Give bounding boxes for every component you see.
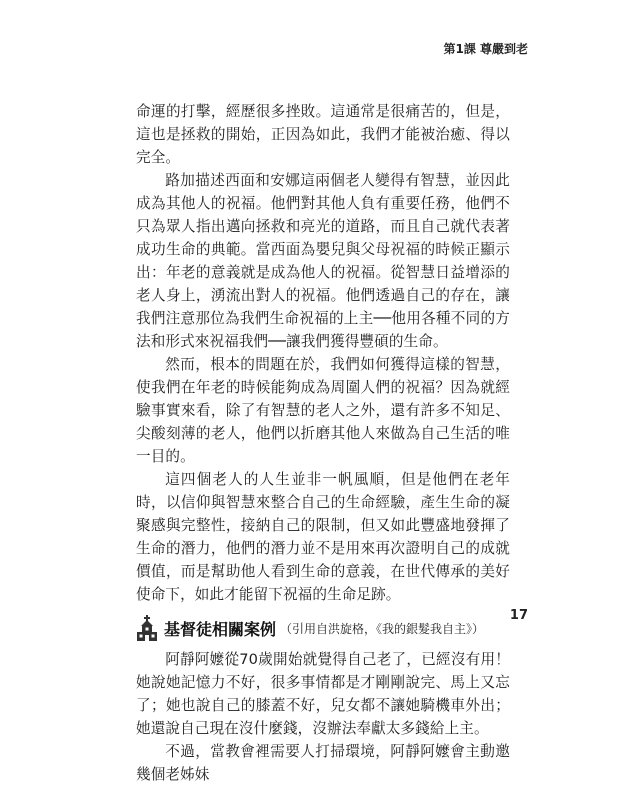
paragraph-1: 命運的打擊，經歷很多挫敗。這通常是很痛苦的，但是，這也是拯救的開始，正因為如此，我們才能被治癒、得以完全。	[136, 103, 510, 166]
paragraph-3: 然而，根本的問題在於，我們如何獲得這樣的智慧，使我們在年老的時候能夠成為周圍人們的祝福？因為就經驗事實來看，除了有智慧的老人之外，還有許多不知足、尖酸刻薄的老人，他們以折磨其他人來做為自己生活的唯一目的。	[136, 356, 510, 465]
page-number: 17	[509, 608, 528, 623]
section-heading	[136, 614, 510, 642]
paragraph-4: 這四個老人的人生並非一帆風順，但是他們在老年時，以信仰與智慧來整合自己的生命經驗，產生生命的凝聚感與完整性，接納自己的限制，但又如此豐盛地發揮了生命的潛力，他們的潛力並不是用來再次證明自己的成就價值，而是幫助他人看到生命的意義，在世代傳承的美好使命下，如此才能留下祝福的生命足跡。	[136, 471, 510, 603]
body-text	[136, 100, 510, 786]
section-citation: （引用自洪旋格，《我的銀髮我自主》）	[280, 621, 485, 636]
paragraph-5: 阿靜阿嬤從70歲開始就覺得自己老了，已經沒有用！她說她記憶力不好，很多事情都是才剛剛說完、馬上又忘了；她也說自己的膝蓋不好，兒女都不讓她騎機車外出；她還說自己現在沒什麼錢，沒辦法奉獻太多錢給上主。	[136, 651, 510, 737]
running-header: 第1課 尊嚴到老	[443, 42, 528, 56]
paragraph-2: 路加描述西面和安娜這兩個老人變得有智慧，並因此成為其他人的祝福。他們對其他人負有重要任務，他們不只為眾人指出邁向拯救和亮光的道路，而且自己就代表著成功生命的典範。當西面為嬰兒與父母祝福的時候正顯示出：年老的意義就是成為他人的祝福。從智慧日益增添的老人身上，湧流出對人的祝福。他們透過自己的存在，讓我們注意那位為我們生命祝福的上主──他用各種不同的方法和形式來祝福我們──讓我們獲得豐碩的生命。	[136, 172, 510, 350]
paragraph-6: 不過，當教會裡需要人打掃環境，阿靜阿嬤會主動邀幾個老姊妹	[136, 743, 510, 783]
section-title: 基督徒相關案例	[164, 619, 277, 639]
church-icon	[136, 615, 158, 641]
